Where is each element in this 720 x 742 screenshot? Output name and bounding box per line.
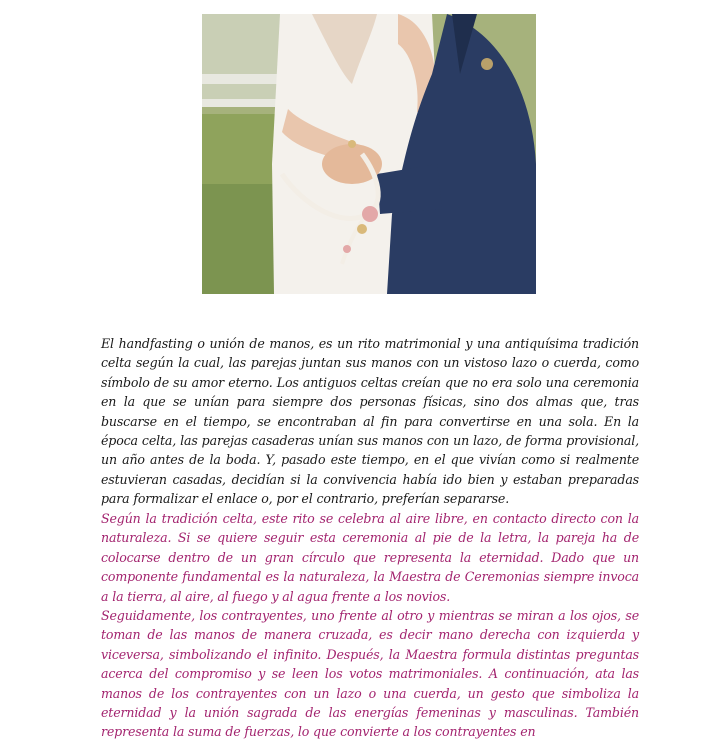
- intro-text: El handfasting o unión de manos, es un rito matrimonial y una antiquísima tradición celta según la cual, las parejas juntan sus manos con un vistoso lazo o cuerda, como símbolo de su amor eterno. Los antiguos celtas creían que no era solo una ceremonia en la que se unían para siempre dos personas físicas, sino dos almas que, tras buscarse en el tiempo, se encontraban al fin para convertirse en una sola. En la época celta, las parejas casaderas unían sus manos con un lazo, de forma provisional, un año antes de la boda. Y, pasado este tiempo, en el que vivían como si realmente estuvieran casadas, decidían si la convivencia había ido bien y estaban preparadas para formalizar el enlace o, por el contrario, preferían separarse.: [101, 336, 639, 507]
- ceremony-text: Seguidamente, los contrayentes, uno frente al otro y mientras se miran a los ojos, se toman de las manos de manera cruzada, es decir mano derecha con izquierda y viceversa, simbolizando el infinito. Después, la Maestra formula distintas preguntas acerca del compromiso y se leen los votos matrimoniales. A continuación, ata las manos de los contrayentes con un lazo o una cuerda, un gesto que simboliza la eternidad y la unión sagrada de las energías femeninas y masculinas. También representa la suma de fuerzas, lo que convierte a los contrayentes en: [101, 608, 639, 740]
- handfasting-photo-icon: [202, 14, 536, 294]
- wedding-photo: [202, 14, 536, 294]
- tradition-text: Según la tradición celta, este rito se celebra al aire libre, en contacto directo con la naturaleza. Si se quiere seguir esta ceremonia al pie de la letra, la pareja ha de colocarse dentro de un gran círculo que representa la eternidad. Dado que un componente fundamental es la naturaleza, la Maestra de Ceremonias siempre invoca a la tierra, al aire, al fuego y al agua frente a los novios.: [101, 511, 639, 604]
- tradition-section: [101, 509, 639, 742]
- intro-paragraph: [101, 334, 639, 509]
